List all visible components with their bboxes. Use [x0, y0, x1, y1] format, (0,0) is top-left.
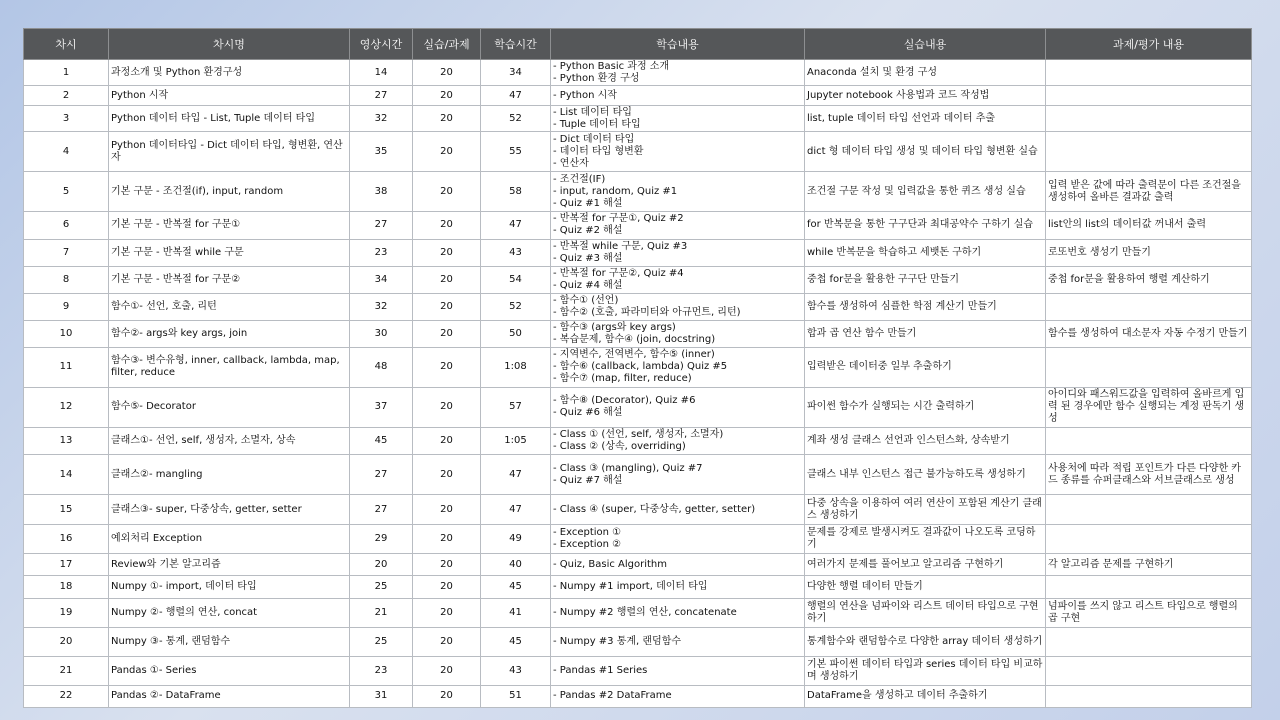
practice-time-cell: 20 [413, 576, 481, 598]
evaluation-cell: 입력 받은 값에 따라 출력문이 다른 조건절을 생성하여 올바른 결과값 출력 [1046, 172, 1252, 212]
evaluation-cell [1046, 293, 1252, 320]
header-study-time: 학습시간 [481, 29, 551, 60]
evaluation-cell [1046, 428, 1252, 455]
study-time-cell: 1:08 [481, 347, 551, 387]
study-content-cell: - Python 시작 [551, 86, 805, 106]
session-name-cell: 과정소개 및 Python 환경구성 [109, 60, 350, 86]
session-name-cell: 클래스②- mangling [109, 455, 350, 495]
practice-time-cell: 20 [413, 293, 481, 320]
evaluation-cell [1046, 576, 1252, 598]
session-name-cell: Python 데이터 타입 - List, Tuple 데이터 타입 [109, 106, 350, 132]
table-row [24, 598, 1252, 627]
lab-content-cell: 다양한 행렬 데이터 만들기 [805, 576, 1046, 598]
study-content-cell: - Python Basic 과정 소개 - Python 환경 구성 [551, 60, 805, 86]
session-no-cell: 10 [24, 320, 109, 347]
study-content-cell: - 반복절 while 구문, Quiz #3 - Quiz #3 해설 [551, 239, 805, 266]
evaluation-cell [1046, 106, 1252, 132]
study-content-cell: - Quiz, Basic Algorithm [551, 554, 805, 576]
table-row [24, 106, 1252, 132]
practice-time-cell: 20 [413, 627, 481, 656]
header-practice-time: 실습/과제 [413, 29, 481, 60]
session-name-cell: Pandas ①- Series [109, 656, 350, 685]
lab-content-cell: dict 형 데이터 타입 생성 및 데이터 타입 형변환 실습 [805, 132, 1046, 172]
study-time-cell: 55 [481, 132, 551, 172]
study-content-cell: - 함수③ (args와 key args) - 복습문제, 함수④ (join, docstring) [551, 320, 805, 347]
study-time-cell: 47 [481, 86, 551, 106]
session-no-cell: 21 [24, 656, 109, 685]
session-name-cell: 함수⑤- Decorator [109, 387, 350, 427]
video-time-cell: 27 [350, 86, 413, 106]
practice-time-cell: 20 [413, 239, 481, 266]
practice-time-cell: 20 [413, 266, 481, 293]
study-time-cell: 47 [481, 455, 551, 495]
table-row [24, 86, 1252, 106]
study-content-cell: - 함수⑧ (Decorator), Quiz #6 - Quiz #6 해설 [551, 387, 805, 427]
practice-time-cell: 20 [413, 685, 481, 707]
practice-time-cell: 20 [413, 495, 481, 525]
video-time-cell: 27 [350, 212, 413, 239]
evaluation-cell [1046, 525, 1252, 554]
evaluation-cell: list안의 list의 데이터값 꺼내서 출력 [1046, 212, 1252, 239]
practice-time-cell: 20 [413, 347, 481, 387]
lab-content-cell: while 반복문을 학습하고 세뱃돈 구하기 [805, 239, 1046, 266]
session-name-cell: 기본 구문 - 반복절 for 구문② [109, 266, 350, 293]
practice-time-cell: 20 [413, 554, 481, 576]
practice-time-cell: 20 [413, 212, 481, 239]
session-no-cell: 2 [24, 86, 109, 106]
lab-content-cell: 여러가지 문제를 풀어보고 알고리즘 구현하기 [805, 554, 1046, 576]
video-time-cell: 23 [350, 656, 413, 685]
session-no-cell: 7 [24, 239, 109, 266]
video-time-cell: 32 [350, 293, 413, 320]
table-row [24, 132, 1252, 172]
video-time-cell: 14 [350, 60, 413, 86]
session-no-cell: 6 [24, 212, 109, 239]
study-time-cell: 47 [481, 495, 551, 525]
evaluation-cell [1046, 495, 1252, 525]
video-time-cell: 25 [350, 627, 413, 656]
practice-time-cell: 20 [413, 598, 481, 627]
session-name-cell: Python 시작 [109, 86, 350, 106]
session-name-cell: 함수③- 변수유형, inner, callback, lambda, map, filter, reduce [109, 347, 350, 387]
evaluation-cell: 중첩 for문을 활용하여 행렬 계산하기 [1046, 266, 1252, 293]
table-row [24, 172, 1252, 212]
table-row [24, 576, 1252, 598]
session-name-cell: 함수①- 선언, 호출, 리턴 [109, 293, 350, 320]
evaluation-cell: 넘파이를 쓰지 않고 리스트 타입으로 행렬의 곱 구현 [1046, 598, 1252, 627]
study-time-cell: 47 [481, 212, 551, 239]
video-time-cell: 35 [350, 132, 413, 172]
lab-content-cell: 클래스 내부 인스턴스 접근 불가능하도록 생성하기 [805, 455, 1046, 495]
study-content-cell: - 반복절 for 구문②, Quiz #4 - Quiz #4 해설 [551, 266, 805, 293]
session-name-cell: 기본 구문 - 조건절(if), input, random [109, 172, 350, 212]
session-no-cell: 12 [24, 387, 109, 427]
study-content-cell: - 반복절 for 구문①, Quiz #2 - Quiz #2 해설 [551, 212, 805, 239]
study-time-cell: 57 [481, 387, 551, 427]
evaluation-cell [1046, 60, 1252, 86]
session-name-cell: 예외처리 Exception [109, 525, 350, 554]
table-row [24, 656, 1252, 685]
video-time-cell: 34 [350, 266, 413, 293]
session-name-cell: Numpy ③- 통계, 랜덤함수 [109, 627, 350, 656]
table-row [24, 428, 1252, 455]
lab-content-cell: 행렬의 연산을 넘파이와 리스트 데이터 타입으로 구현하기 [805, 598, 1046, 627]
video-time-cell: 45 [350, 428, 413, 455]
lab-content-cell: Anaconda 설치 및 환경 구성 [805, 60, 1046, 86]
session-no-cell: 16 [24, 525, 109, 554]
study-time-cell: 43 [481, 239, 551, 266]
session-name-cell: Pandas ②- DataFrame [109, 685, 350, 707]
session-name-cell: 기본 구문 - 반복절 while 구문 [109, 239, 350, 266]
session-name-cell: Review와 기본 알고리즘 [109, 554, 350, 576]
study-time-cell: 41 [481, 598, 551, 627]
table-row [24, 293, 1252, 320]
session-no-cell: 19 [24, 598, 109, 627]
session-name-cell: 클래스①- 선언, self, 생성자, 소멸자, 상속 [109, 428, 350, 455]
session-no-cell: 18 [24, 576, 109, 598]
session-no-cell: 5 [24, 172, 109, 212]
study-time-cell: 45 [481, 627, 551, 656]
session-no-cell: 8 [24, 266, 109, 293]
evaluation-cell: 사용처에 따라 적립 포인트가 다른 다양한 카드 종류를 슈퍼클래스와 서브클래스로 생성 [1046, 455, 1252, 495]
practice-time-cell: 20 [413, 106, 481, 132]
evaluation-cell [1046, 347, 1252, 387]
lab-content-cell: 문제를 강제로 발생시켜도 결과값이 나오도록 코딩하기 [805, 525, 1046, 554]
session-no-cell: 3 [24, 106, 109, 132]
practice-time-cell: 20 [413, 60, 481, 86]
table-row [24, 554, 1252, 576]
study-time-cell: 1:05 [481, 428, 551, 455]
video-time-cell: 21 [350, 598, 413, 627]
practice-time-cell: 20 [413, 320, 481, 347]
study-content-cell: - Pandas #2 DataFrame [551, 685, 805, 707]
practice-time-cell: 20 [413, 428, 481, 455]
evaluation-cell: 로또번호 생성기 만들기 [1046, 239, 1252, 266]
table-row [24, 347, 1252, 387]
video-time-cell: 32 [350, 106, 413, 132]
study-content-cell: - Numpy #2 행렬의 연산, concatenate [551, 598, 805, 627]
table-row [24, 266, 1252, 293]
table-row [24, 212, 1252, 239]
study-content-cell: - Numpy #1 import, 데이터 타입 [551, 576, 805, 598]
table-row [24, 685, 1252, 707]
study-time-cell: 49 [481, 525, 551, 554]
video-time-cell: 29 [350, 525, 413, 554]
practice-time-cell: 20 [413, 387, 481, 427]
session-no-cell: 13 [24, 428, 109, 455]
lab-content-cell: DataFrame을 생성하고 데이터 추출하기 [805, 685, 1046, 707]
header-session-name: 차시명 [109, 29, 350, 60]
study-content-cell: - 조건절(IF) - input, random, Quiz #1 - Quiz #1 해설 [551, 172, 805, 212]
lab-content-cell: for 반복문을 통한 구구단과 최대공약수 구하기 실습 [805, 212, 1046, 239]
session-name-cell: Python 데이터타입 - Dict 데이터 타입, 형변환, 연산자 [109, 132, 350, 172]
table-row [24, 455, 1252, 495]
lab-content-cell: 기본 파이썬 데이터 타입과 series 데이터 타입 비교하며 생성하기 [805, 656, 1046, 685]
table-row [24, 239, 1252, 266]
header-evaluation: 과제/평가 내용 [1046, 29, 1252, 60]
study-content-cell: - List 데이터 타입 - Tuple 데이터 타입 [551, 106, 805, 132]
study-content-cell: - Pandas #1 Series [551, 656, 805, 685]
lab-content-cell: 함수를 생성하여 심플한 학점 계산기 만들기 [805, 293, 1046, 320]
video-time-cell: 38 [350, 172, 413, 212]
lab-content-cell: 조건절 구문 작성 및 입력값을 통한 퀴즈 생성 실습 [805, 172, 1046, 212]
lab-content-cell: Jupyter notebook 사용법과 코드 작성법 [805, 86, 1046, 106]
study-content-cell: - Class ④ (super, 다중상속, getter, setter) [551, 495, 805, 525]
video-time-cell: 31 [350, 685, 413, 707]
table-row [24, 320, 1252, 347]
session-name-cell: 클래스③- super, 다중상속, getter, setter [109, 495, 350, 525]
evaluation-cell: 함수를 생성하여 대소문자 자동 수정기 만들기 [1046, 320, 1252, 347]
session-name-cell: Numpy ②- 행렬의 연산, concat [109, 598, 350, 627]
session-no-cell: 22 [24, 685, 109, 707]
table-row [24, 627, 1252, 656]
video-time-cell: 20 [350, 554, 413, 576]
lab-content-cell: 중첩 for문을 활용한 구구단 만들기 [805, 266, 1046, 293]
table-row [24, 525, 1252, 554]
practice-time-cell: 20 [413, 172, 481, 212]
practice-time-cell: 20 [413, 132, 481, 172]
study-time-cell: 52 [481, 293, 551, 320]
evaluation-cell [1046, 132, 1252, 172]
evaluation-cell [1046, 86, 1252, 106]
header-session-no: 차시 [24, 29, 109, 60]
study-content-cell: - Class ① (선언, self, 생성자, 소멸자) - Class ② (상속, overriding) [551, 428, 805, 455]
video-time-cell: 27 [350, 495, 413, 525]
practice-time-cell: 20 [413, 656, 481, 685]
table-row [24, 60, 1252, 86]
session-no-cell: 20 [24, 627, 109, 656]
study-time-cell: 54 [481, 266, 551, 293]
evaluation-cell [1046, 685, 1252, 707]
study-content-cell: - Class ③ (mangling), Quiz #7 - Quiz #7 해설 [551, 455, 805, 495]
study-time-cell: 40 [481, 554, 551, 576]
study-content-cell: - Exception ① - Exception ② [551, 525, 805, 554]
session-name-cell: Numpy ①- import, 데이터 타입 [109, 576, 350, 598]
session-no-cell: 1 [24, 60, 109, 86]
session-no-cell: 15 [24, 495, 109, 525]
study-time-cell: 34 [481, 60, 551, 86]
video-time-cell: 27 [350, 455, 413, 495]
session-name-cell: 함수②- args와 key args, join [109, 320, 350, 347]
session-no-cell: 9 [24, 293, 109, 320]
study-time-cell: 45 [481, 576, 551, 598]
study-time-cell: 43 [481, 656, 551, 685]
study-content-cell: - Numpy #3 통계, 랜덤함수 [551, 627, 805, 656]
evaluation-cell [1046, 627, 1252, 656]
header-lab-content: 실습내용 [805, 29, 1046, 60]
header-video-time: 영상시간 [350, 29, 413, 60]
study-time-cell: 58 [481, 172, 551, 212]
table-row [24, 495, 1252, 525]
lab-content-cell: 통계함수와 랜덤함수로 다양한 array 데이터 생성하기 [805, 627, 1046, 656]
lab-content-cell: 입력받은 데이터중 일부 추출하기 [805, 347, 1046, 387]
curriculum-table [23, 28, 1252, 708]
evaluation-cell [1046, 656, 1252, 685]
study-time-cell: 52 [481, 106, 551, 132]
session-no-cell: 14 [24, 455, 109, 495]
video-time-cell: 30 [350, 320, 413, 347]
table-header-row [24, 29, 1252, 60]
table-row [24, 387, 1252, 427]
study-content-cell: - 지역변수, 전역변수, 함수⑤ (inner) - 함수⑥ (callback, lambda) Quiz #5 - 함수⑦ (map, filter, reduce) [551, 347, 805, 387]
study-time-cell: 50 [481, 320, 551, 347]
practice-time-cell: 20 [413, 525, 481, 554]
header-study-content: 학습내용 [551, 29, 805, 60]
session-no-cell: 11 [24, 347, 109, 387]
practice-time-cell: 20 [413, 86, 481, 106]
video-time-cell: 37 [350, 387, 413, 427]
study-content-cell: - 함수① (선언) - 함수② (호출, 파라미터와 아규먼트, 리턴) [551, 293, 805, 320]
lab-content-cell: list, tuple 데이터 타입 선언과 데이터 추출 [805, 106, 1046, 132]
lab-content-cell: 계좌 생성 클래스 선언과 인스턴스화, 상속받기 [805, 428, 1046, 455]
table-body [24, 60, 1252, 708]
curriculum-table-container [23, 28, 1251, 708]
lab-content-cell: 파이썬 함수가 실행되는 시간 출력하기 [805, 387, 1046, 427]
evaluation-cell: 아이디와 패스워드값을 입력하여 올바르게 입력 된 경우에만 함수 실행되는 계정 판독기 생성 [1046, 387, 1252, 427]
video-time-cell: 25 [350, 576, 413, 598]
practice-time-cell: 20 [413, 455, 481, 495]
study-content-cell: - Dict 데이터 타입 - 데이터 타입 형변환 - 연산자 [551, 132, 805, 172]
lab-content-cell: 다중 상속을 이용하여 여러 연산이 포함된 계산기 클래스 생성하기 [805, 495, 1046, 525]
video-time-cell: 48 [350, 347, 413, 387]
evaluation-cell: 각 알고리즘 문제를 구현하기 [1046, 554, 1252, 576]
session-name-cell: 기본 구문 - 반복절 for 구문① [109, 212, 350, 239]
session-no-cell: 4 [24, 132, 109, 172]
lab-content-cell: 합과 곱 연산 함수 만들기 [805, 320, 1046, 347]
study-time-cell: 51 [481, 685, 551, 707]
video-time-cell: 23 [350, 239, 413, 266]
session-no-cell: 17 [24, 554, 109, 576]
